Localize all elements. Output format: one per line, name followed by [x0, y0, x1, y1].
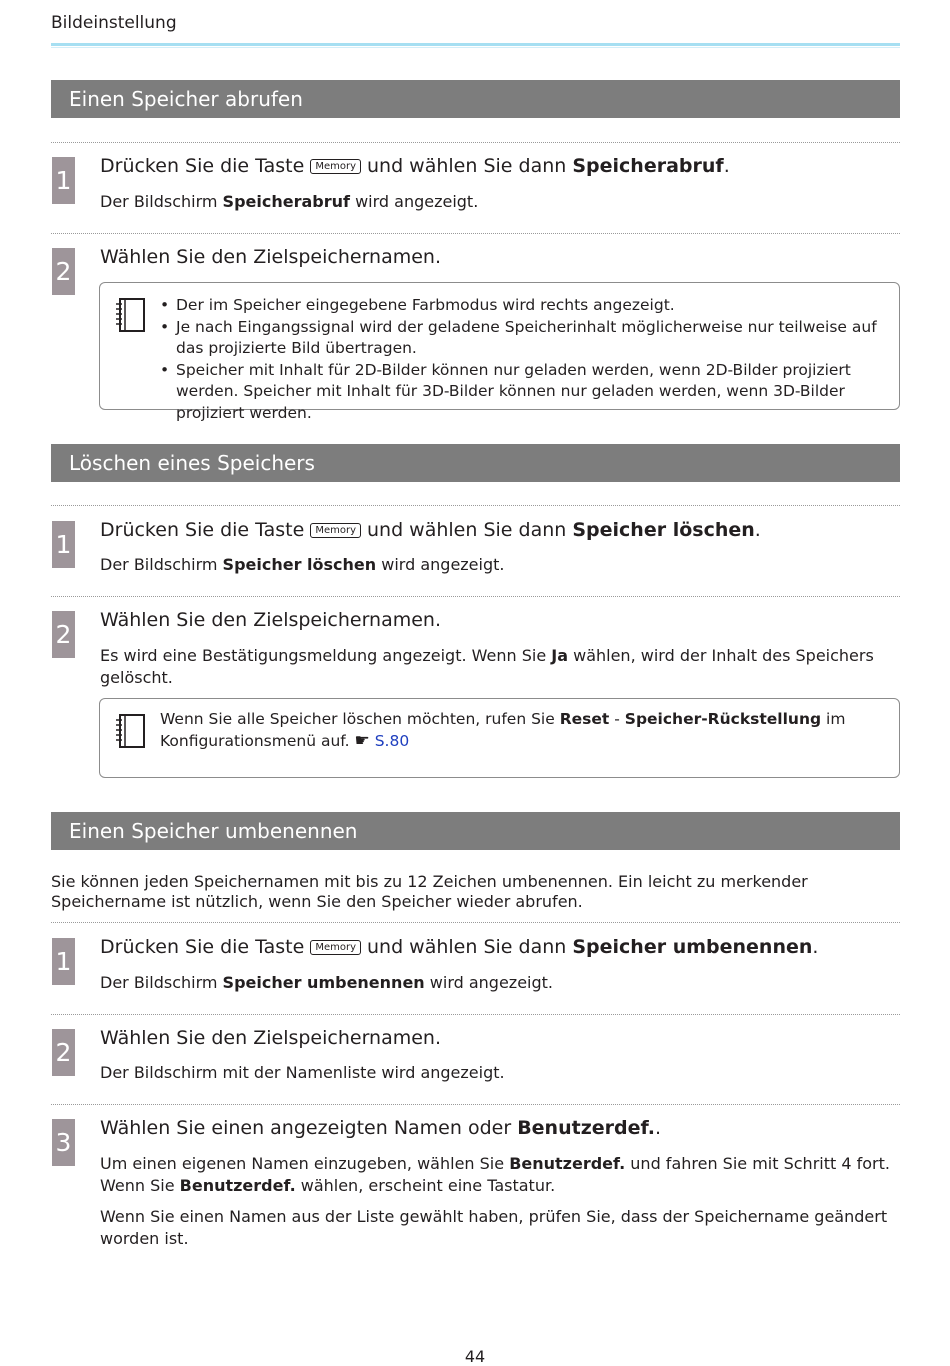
memory-key-label: Memory [310, 159, 361, 174]
memory-key-label: Memory [310, 523, 361, 538]
divider [51, 596, 900, 597]
header-rule-light [51, 47, 900, 48]
step-title: Wählen Sie den Zielspeichernamen. [100, 1027, 442, 1049]
step-title: Wählen Sie den Zielspeichernamen. [100, 246, 442, 268]
step-title: Drücken Sie die Taste Memory und wählen Sie dann Speicher löschen. [100, 519, 761, 541]
step-description: Der Bildschirm Speicherabruf wird angezeigt. [100, 192, 479, 211]
step-badge: 2 [52, 248, 75, 295]
note-item: • Speicher mit Inhalt für 2D-Bilder können nur geladen werden, wenn 2D-Bilder projiziert werden. Speicher mit Inhalt für 3D-Bilder können nur geladen werden, wenn 3D-Bilder projiziert werden. [160, 360, 851, 422]
section-heading-rename: Einen Speicher umbenennen [51, 812, 900, 850]
step-description: Es wird eine Bestätigungsmeldung angezeigt. Wenn Sie Ja wählen, wird der Inhalt des Speichers gelöscht. [100, 646, 874, 687]
divider [51, 142, 900, 143]
note-box [99, 282, 900, 422]
section-heading-delete: Löschen eines Speichers [51, 444, 900, 482]
step-title: Drücken Sie die Taste Memory und wählen Sie dann Speicherabruf. [100, 155, 730, 177]
step-description: Der Bildschirm Speicher löschen wird angezeigt. [100, 555, 505, 574]
note-box [99, 698, 900, 778]
notebook-icon [114, 713, 146, 749]
section-intro: Sie können jeden Speichernamen mit bis zu 12 Zeichen umbenennen. Ein leicht zu merkender Speichername ist nützlich, wenn Sie den Speicher wieder abrufen. [51, 872, 808, 911]
step-badge: 1 [52, 521, 75, 568]
step-description: Wenn Sie einen Namen aus der Liste gewählt haben, prüfen Sie, dass der Speichername geändert worden ist. [100, 1207, 888, 1248]
step-title: Wählen Sie einen angezeigten Namen oder Benutzerdef.. [100, 1117, 661, 1139]
note-text: Wenn Sie alle Speicher löschen möchten, rufen Sie Reset - Speicher-Rückstellung im Konfigurationsmenü auf. ☛ S.80 [160, 710, 846, 751]
step-badge: 2 [52, 611, 75, 658]
step-title: Wählen Sie den Zielspeichernamen. [100, 609, 442, 631]
note-list [158, 295, 891, 424]
step-description: Um einen eigenen Namen einzugeben, wählen Sie Benutzerdef. und fahren Sie mit Schritt 4 fort. Wenn Sie Benutzerdef. wählen, erscheint eine Tastatur. [100, 1154, 890, 1195]
step-description: Der Bildschirm Speicher umbenennen wird angezeigt. [100, 973, 553, 992]
step-badge: 2 [52, 1029, 75, 1076]
page-reference-link[interactable]: S.80 [374, 731, 410, 750]
page-header-title: Bildeinstellung [51, 13, 177, 33]
step-badge: 3 [52, 1119, 75, 1166]
divider [51, 1014, 900, 1015]
step-title: Drücken Sie die Taste Memory und wählen Sie dann Speicher umbenennen. [100, 936, 819, 958]
pointing-hand-icon: ☛ [354, 730, 370, 751]
divider [51, 505, 900, 506]
divider [51, 1104, 900, 1105]
note-item: • Der im Speicher eingegebene Farbmodus wird rechts angezeigt. [160, 296, 675, 314]
step-badge: 1 [52, 938, 75, 985]
step-badge: 1 [52, 157, 75, 204]
memory-key-label: Memory [310, 940, 361, 955]
divider [51, 922, 900, 923]
step-description: Der Bildschirm mit der Namenliste wird angezeigt. [100, 1063, 505, 1082]
note-item: • Je nach Eingangssignal wird der geladene Speicherinhalt möglicherweise nur teilweise auf das projizierte Bild übertragen. [160, 317, 877, 357]
notebook-icon [114, 297, 146, 333]
divider [51, 233, 900, 234]
page-number: 44 [464, 1347, 486, 1366]
section-heading-recall: Einen Speicher abrufen [51, 80, 900, 118]
header-rule [51, 43, 900, 46]
